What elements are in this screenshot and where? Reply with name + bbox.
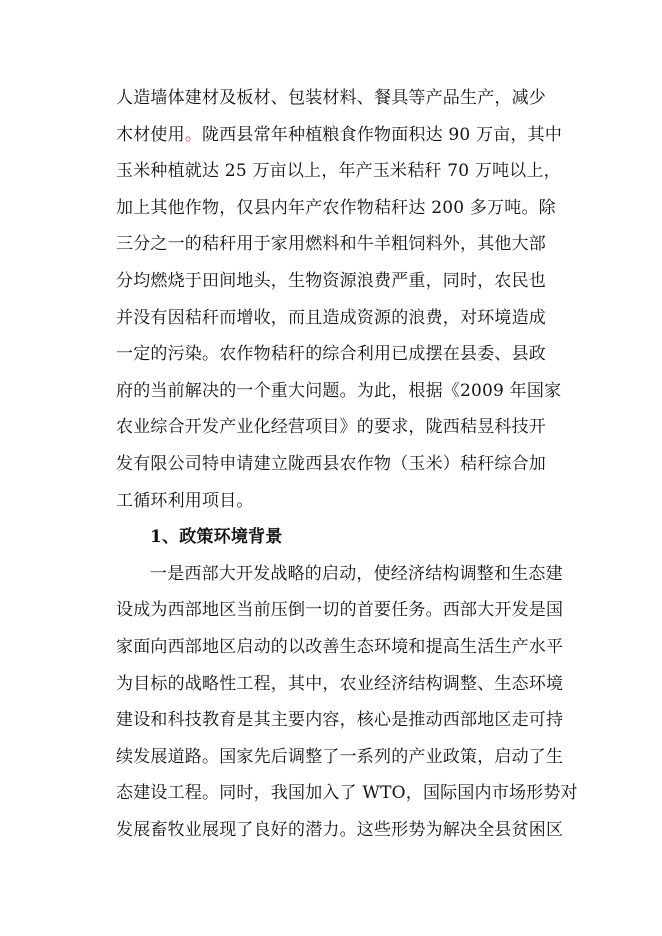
paragraph-line: 建设和科技教育是其主要内容，核心是推动西部地区走可持 [116, 710, 564, 731]
paragraph-line: 发展畜牧业展现了良好的潜力。这些形势为解决全县贫困区 [116, 819, 564, 840]
paragraph-line: 工循环利用项目。 [116, 490, 254, 511]
paragraph-line: 农业综合开发产业化经营项目》的要求，陇西秸昱科技开 [116, 417, 546, 438]
paragraph-line: 设成为西部地区当前压倒一切的首要任务。西部大开发是国 [116, 600, 564, 621]
paragraph-line: 三分之一的秸秆用于家用燃料和牛羊粗饲料外，其他大部 [116, 234, 546, 255]
paragraph-line: 一定的污染。农作物秸秆的综合利用已成摆在县委、县政 [116, 344, 546, 365]
paragraph-line [116, 117, 576, 154]
paragraph-line: 分均燃烧于田间地头，生物资源浪费严重，同时，农民也 [116, 270, 546, 291]
document-body [116, 80, 576, 848]
line-segment: 陇西县常年种植粮食作物面积达 90 万亩，其中 [202, 124, 563, 145]
paragraph-line: 并没有因秸秆而增收，而且造成资源的浪费，对环境造成 [116, 307, 546, 328]
paragraph-line: 发有限公司特申请建立陇西县农作物（玉米）秸秆综合加 [116, 453, 546, 474]
paragraph-line: 一是西部大开发战略的启动，使经济结构调整和生态建 [150, 563, 563, 584]
paragraph-line: 人造墙体建材及板材、包装材料、餐具等产品生产，减少 [116, 88, 546, 108]
red-punctuation: 。 [184, 124, 203, 145]
paragraph-line: 加上其他作物，仅县内年产农作物秸秆达 200 多万吨。除 [116, 197, 556, 218]
paragraph-line: 续发展道路。国家先后调整了一系列的产业政策，启动了生 [116, 746, 564, 767]
line-segment: 木材使用 [116, 124, 185, 145]
paragraph-line: 府的当前解决的一个重大问题。为此，根据《2009 年国家 [116, 380, 562, 401]
paragraph-line: 玉米种植就达 25 万亩以上，年产玉米秸秆 70 万吨以上， [116, 161, 561, 182]
paragraph-line: 为目标的战略性工程，其中，农业经济结构调整、生态环境 [116, 673, 564, 694]
paragraph-line: 态建设工程。同时，我国加入了 WTO，国际国内市场形势对 [116, 783, 578, 804]
section-heading: 1、政策环境背景 [150, 527, 283, 548]
paragraph-line: 家面向西部地区启动的以改善生态环境和提高生活生产水平 [116, 636, 564, 657]
